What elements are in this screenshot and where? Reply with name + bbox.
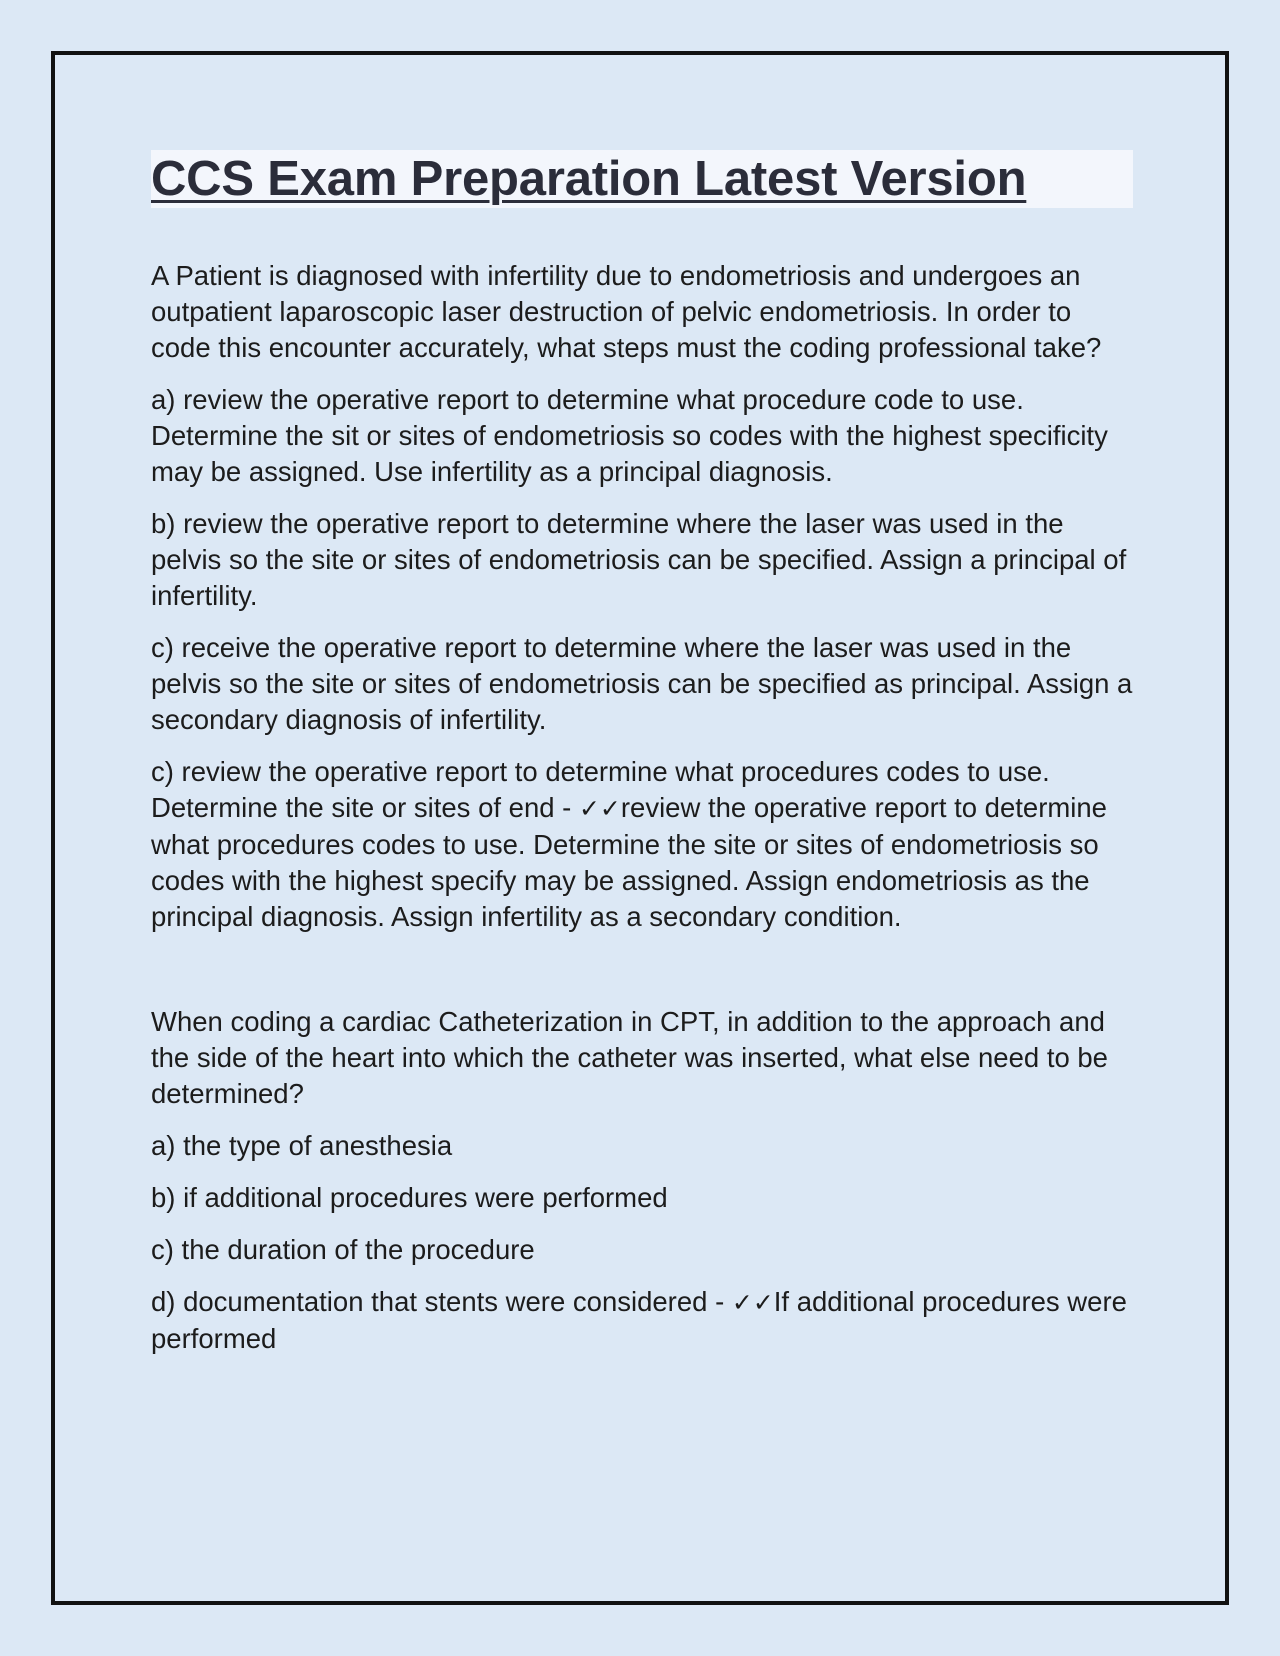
question-2 bbox=[151, 1004, 1133, 1357]
answer-option-text: d) documentation that stents were considered - bbox=[151, 1286, 732, 1317]
question-1 bbox=[151, 258, 1133, 935]
checkmark-icon: ✓✓ bbox=[731, 1288, 774, 1317]
answer-option: c) the duration of the procedure bbox=[151, 1234, 535, 1265]
answer-option-text: c) review the operative report to determine what procedures codes to use. Determine the site or sites of end - bbox=[151, 756, 1050, 823]
document-content bbox=[151, 150, 1133, 1373]
question-prompt: When coding a cardiac Catheterization in CPT, in addition to the approach and the side of the heart into which the catheter was inserted, what else need to be determined? bbox=[151, 1006, 1108, 1109]
answer-option: a) review the operative report to determine what procedure code to use. Determine the sit or sites of endometriosis so codes with the highest specificity may be assigned. Use infertility as a principal diagnosis. bbox=[151, 384, 1108, 487]
answer-option: a) the type of anesthesia bbox=[151, 1130, 453, 1161]
answer-option-with-answer bbox=[151, 754, 1133, 935]
title-banner bbox=[151, 150, 1133, 208]
checkmark-icon: ✓✓ bbox=[578, 794, 621, 823]
correct-answer-text: If additional procedures were performed bbox=[151, 1286, 1127, 1354]
answer-option: b) if additional procedures were performed bbox=[151, 1182, 668, 1213]
answer-option-with-answer bbox=[151, 1284, 1133, 1357]
correct-answer-text: review the operative report to determine what procedures codes to use. Determine the site or sites of endometriosis so codes with the highest specify may be assigned. Assign endometriosis as the principal diagnosis. Assign infertility as a secondary condition. bbox=[151, 792, 1107, 932]
question-separator bbox=[151, 951, 1133, 1004]
answer-option: c) receive the operative report to determine where the laser was used in the pelvis so the site or sites of endometriosis can be specified as principal. Assign a secondary diagnosis of infertility. bbox=[151, 632, 1133, 735]
answer-option: b) review the operative report to determine where the laser was used in the pelvis so the site or sites of endometriosis can be specified. Assign a principal of infertility. bbox=[151, 508, 1127, 611]
question-prompt: A Patient is diagnosed with infertility due to endometriosis and undergoes an outpatient laparoscopic laser destruction of pelvic endometriosis. In order to code this encounter accurately, what steps must the coding professional take? bbox=[151, 260, 1102, 363]
document-title: CCS Exam Preparation Latest Version bbox=[151, 152, 1027, 206]
